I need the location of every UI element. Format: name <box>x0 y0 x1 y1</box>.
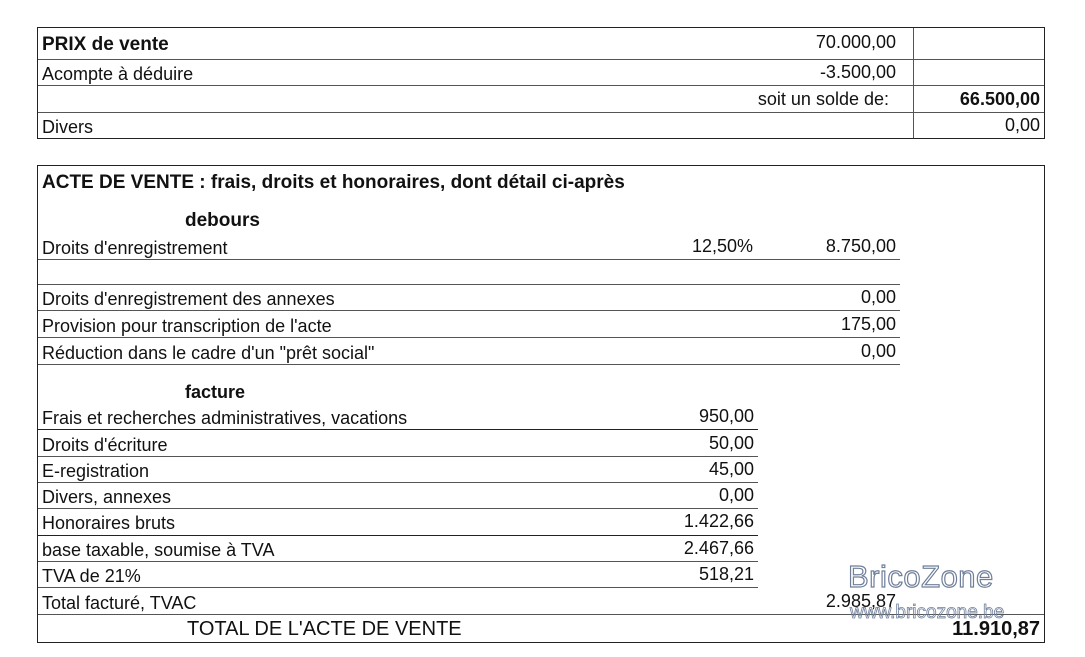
balance-value: 66.500,00 <box>959 89 1040 109</box>
reg-rights-underline <box>38 259 900 260</box>
sale-row-line-1 <box>38 59 1044 60</box>
balance-label: soit un solde de: <box>757 89 889 109</box>
facture-item-underline <box>38 482 758 483</box>
debours-item-value: 0,00 <box>860 341 896 361</box>
misc-label: Divers <box>42 117 94 137</box>
facture-item-label: Droits d'écriture <box>42 435 168 455</box>
deposit-value: -3.500,00 <box>819 62 896 82</box>
facture-item-label: Honoraires bruts <box>42 513 176 533</box>
sale-row-line-2 <box>38 85 1044 86</box>
facture-item-underline <box>38 561 758 562</box>
debours-heading: debours <box>185 210 260 231</box>
sale-column-divider <box>913 28 914 138</box>
facture-item-underline <box>38 587 758 588</box>
sale-row-line-3 <box>38 112 1044 113</box>
reg-rights-rate: 12,50% <box>691 236 753 256</box>
debours-item-label: Droits d'enregistrement des annexes <box>42 289 335 309</box>
blank-row-underline <box>38 284 900 285</box>
debours-item-underline <box>38 337 900 338</box>
debours-item-underline <box>38 310 900 311</box>
facture-item-label: E-registration <box>42 461 150 481</box>
watermark-url: www.bricozone.be <box>850 602 1005 623</box>
facture-item-label: Divers, annexes <box>42 487 172 507</box>
total-invoiced-label: Total facturé, TVAC <box>42 593 197 613</box>
grand-total-value: 11.910,87 <box>952 618 1040 640</box>
facture-item-underline <box>38 535 758 536</box>
facture-item-value: 50,00 <box>708 433 754 453</box>
facture-item-value: 1.422,66 <box>683 511 754 531</box>
misc-value: 0,00 <box>1004 115 1040 135</box>
facture-item-value: 0,00 <box>718 485 754 505</box>
facture-item-value: 2.467,66 <box>683 538 754 558</box>
facture-item-value: 518,21 <box>698 564 754 584</box>
reg-rights-value: 8.750,00 <box>825 236 896 256</box>
debours-item-value: 175,00 <box>840 314 896 334</box>
facture-item-label: base taxable, soumise à TVA <box>42 540 275 560</box>
facture-item-underline <box>38 456 758 457</box>
watermark-brand: BricoZone <box>848 559 994 594</box>
debours-item-label: Provision pour transcription de l'acte <box>42 316 332 336</box>
deposit-label: Acompte à déduire <box>42 64 194 84</box>
facture-item-value: 45,00 <box>708 459 754 479</box>
debours-item-underline <box>38 364 900 365</box>
facture-item-label: Frais et recherches administratives, vacations <box>42 408 408 428</box>
total-invoiced-value: 2.985,87 <box>825 591 896 611</box>
facture-item-underline <box>38 508 758 509</box>
grand-total-label: TOTAL DE L'ACTE DE VENTE <box>187 618 462 640</box>
reg-rights-label: Droits d'enregistrement <box>42 238 228 258</box>
debours-item-value: 0,00 <box>860 287 896 307</box>
sale-title: PRIX de vente <box>42 34 169 55</box>
facture-heading: facture <box>185 382 246 402</box>
facture-item-label: TVA de 21% <box>42 566 141 586</box>
sale-price-value: 70.000,00 <box>815 32 896 52</box>
deed-title: ACTE DE VENTE : frais, droits et honoraires, dont détail ci-après <box>42 172 625 193</box>
debours-item-label: Réduction dans le cadre d'un "prêt social" <box>42 343 375 363</box>
facture-item-underline <box>38 429 758 430</box>
facture-item-value: 950,00 <box>698 406 754 426</box>
